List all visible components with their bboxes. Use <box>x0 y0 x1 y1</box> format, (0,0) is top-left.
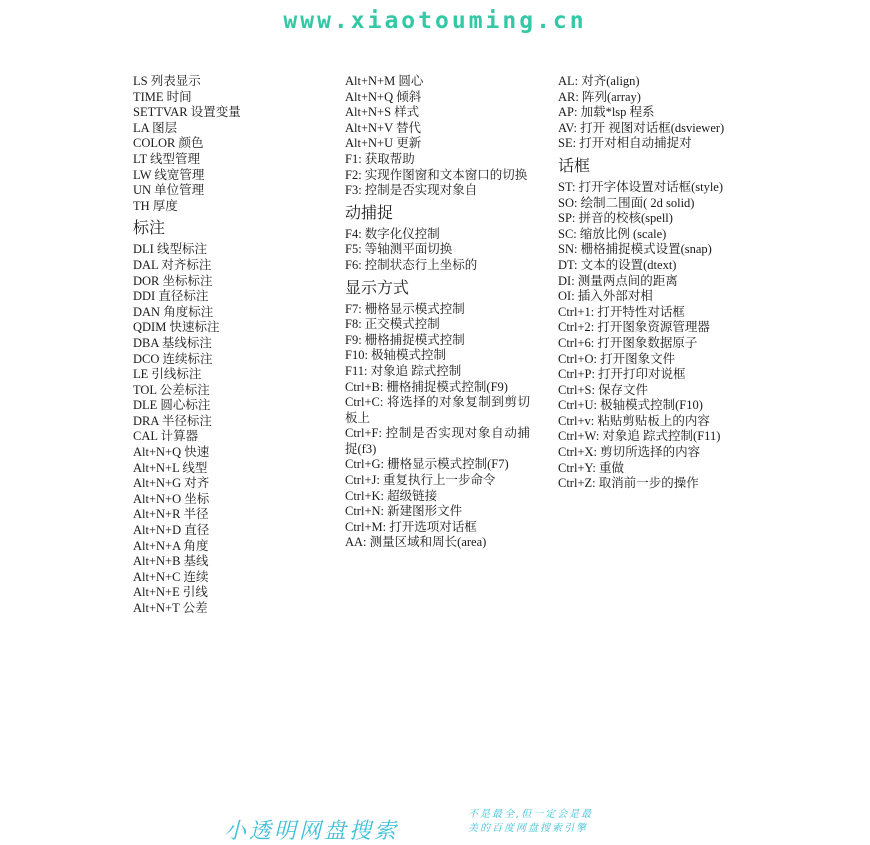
shortcut-entry: DRA 半径标注 <box>133 413 212 428</box>
shortcut-entry: F4: 数字化仪控制 <box>345 226 440 241</box>
shortcut-entry: LS 列表显示 <box>133 74 201 88</box>
shortcut-entry: SO: 绘制二围面( 2d solid) <box>558 195 695 210</box>
shortcut-entry: Alt+N+O 坐标 <box>133 491 210 506</box>
shortcut-entry: CAL 计算器 <box>133 429 199 444</box>
shortcut-entry: F2: 实现作图窗和文本窗口的切换 <box>345 167 528 182</box>
shortcut-entry: LE 引线标注 <box>133 367 202 382</box>
shortcut-entry: Ctrl+X: 剪切所选择的内容 <box>558 445 701 460</box>
shortcut-entry: OI: 插入外部对相 <box>558 289 653 304</box>
shortcut-entry: Alt+N+B 基线 <box>133 554 209 569</box>
shortcut-entry: DOR 坐标标注 <box>133 273 213 288</box>
shortcut-entry: F7: 栅格显示模式控制 <box>345 301 465 316</box>
shortcut-entry: TH 厚度 <box>133 198 178 213</box>
shortcut-entry: Ctrl+N: 新建图形文件 <box>345 504 463 519</box>
shortcut-entry: Ctrl+K: 超级链接 <box>345 488 438 503</box>
shortcut-entry: Ctrl+J: 重复执行上一步命令 <box>345 473 496 488</box>
shortcut-entry: Ctrl+M: 打开选项对话框 <box>345 519 477 534</box>
shortcut-entry: SN: 栅格捕捉模式设置(snap) <box>558 242 712 257</box>
shortcut-entry: AP: 加载*lsp 程系 <box>558 105 655 120</box>
footer-brand: 小透明网盘搜索 <box>224 819 400 844</box>
shortcut-entry: Alt+N+G 对齐 <box>133 476 210 491</box>
shortcut-entry: Alt+N+M 圆心 <box>345 74 424 88</box>
shortcut-entry: DAL 对齐标注 <box>133 257 212 272</box>
shortcut-entry: DBA 基线标注 <box>133 335 212 350</box>
shortcut-entry: F5: 等轴测平面切换 <box>345 242 453 257</box>
shortcut-entry: AV: 打开 视图对话框(dsviewer) <box>558 120 725 135</box>
shortcut-entry: F8: 正交模式控制 <box>345 317 440 332</box>
shortcut-entry: AR: 阵列(array) <box>558 89 641 104</box>
shortcut-entry: Ctrl+C: 将选择的对象复制到剪切板上 <box>345 395 530 425</box>
shortcut-entry: F3: 控制是否实现对象自 <box>345 183 478 198</box>
shortcut-entry: UN 单位管理 <box>133 183 205 198</box>
shortcut-entry: QDIM 快速标注 <box>133 320 220 335</box>
shortcut-entry: LW 线宽管理 <box>133 167 205 182</box>
shortcut-entry: LA 图层 <box>133 120 178 135</box>
shortcut-entry: TIME 时间 <box>133 89 192 104</box>
shortcut-entry: DLE 圆心标注 <box>133 398 211 413</box>
shortcut-entry: Alt+N+D 直径 <box>133 523 210 538</box>
shortcut-entry: Ctrl+S: 保存文件 <box>558 382 649 397</box>
column-1 <box>133 74 333 617</box>
shortcut-entry: DI: 测量两点间的距离 <box>558 273 678 288</box>
shortcut-entry: Alt+N+A 角度 <box>133 538 209 553</box>
shortcut-entry: AA: 测量区域和周长(area) <box>345 535 487 550</box>
shortcut-entry: F9: 栅格捕捉模式控制 <box>345 332 465 347</box>
shortcut-entry: Ctrl+F: 控制是否实现对象自动捕捉(f3) <box>345 426 530 456</box>
shortcut-entry: Alt+N+E 引线 <box>133 585 208 600</box>
shortcut-entry: DAN 角度标注 <box>133 304 214 319</box>
shortcut-entry: F6: 控制状态行上坐标的 <box>345 257 478 272</box>
shortcut-entry: Ctrl+Y: 重做 <box>558 460 624 475</box>
section-heading: 标注 <box>133 220 166 238</box>
shortcut-entry: Alt+N+Q 快速 <box>133 445 210 460</box>
section-heading: 话框 <box>558 157 591 175</box>
shortcut-entry: Ctrl+2: 打开图象资源管理器 <box>558 320 710 335</box>
shortcut-entry: SC: 缩放比例 (scale) <box>558 226 667 241</box>
site-watermark: www.xiaotouming.cn <box>283 8 587 34</box>
footer-slogan-line-1: 不是最全,但一定会是最 <box>468 809 594 820</box>
shortcut-entry: Alt+N+T 公差 <box>133 601 208 615</box>
shortcut-entry: Alt+N+V 替代 <box>345 120 422 135</box>
shortcut-entry: Ctrl+1: 打开特性对话框 <box>558 304 685 319</box>
shortcut-entry: Alt+N+U 更新 <box>345 136 422 151</box>
column-3 <box>558 74 743 492</box>
shortcut-entry: SETTVAR 设置变量 <box>133 105 241 120</box>
footer-slogan <box>468 808 593 836</box>
shortcut-entry: F11: 对象追 踪式控制 <box>345 363 462 378</box>
shortcut-entry: Ctrl+U: 极轴模式控制(F10) <box>558 398 703 413</box>
shortcut-entry: F10: 极轴模式控制 <box>345 348 447 363</box>
shortcut-entry: COLOR 颜色 <box>133 136 204 151</box>
shortcut-entry: Ctrl+6: 打开图象数据原子 <box>558 335 698 350</box>
shortcut-entry: ST: 打开字体设置对话框(style) <box>558 179 723 194</box>
shortcut-entry: SE: 打开对相自动捕捉对 <box>558 136 692 151</box>
shortcut-entry: AL: 对齐(align) <box>558 74 640 88</box>
shortcut-entry: Alt+N+Q 倾斜 <box>345 89 422 104</box>
shortcut-entry: DCO 连续标注 <box>133 351 213 366</box>
shortcut-entry: F1: 获取帮助 <box>345 151 415 166</box>
shortcut-entry: DT: 文本的设置(dtext) <box>558 257 677 272</box>
column-2 <box>345 74 530 551</box>
shortcut-entry: Alt+N+L 线型 <box>133 460 208 475</box>
section-heading: 显示方式 <box>345 279 410 297</box>
shortcut-entry: Alt+N+C 连续 <box>133 569 209 584</box>
shortcut-entry: Ctrl+v: 粘贴剪贴板上的内容 <box>558 413 710 428</box>
shortcut-entry: Ctrl+W: 对象追 踪式控制(F11) <box>558 429 721 444</box>
section-heading: 动捕捉 <box>345 204 394 222</box>
shortcut-entry: Ctrl+Z: 取消前一步的操作 <box>558 476 699 491</box>
shortcut-entry: DDI 直径标注 <box>133 289 209 304</box>
shortcut-entry: TOL 公差标注 <box>133 382 210 397</box>
shortcut-entry: LT 线型管理 <box>133 151 201 166</box>
footer-slogan-line-2: 美的百度网盘搜索引擎 <box>468 823 588 834</box>
shortcut-entry: Alt+N+S 样式 <box>345 105 420 120</box>
shortcut-entry: SP: 拼音的校核(spell) <box>558 211 673 226</box>
shortcut-entry: Ctrl+B: 栅格捕捉模式控制(F9) <box>345 379 508 394</box>
shortcut-entry: DLI 线型标注 <box>133 242 207 257</box>
shortcut-entry: Ctrl+O: 打开图象文件 <box>558 351 676 366</box>
shortcut-entry: Ctrl+P: 打开打印对说框 <box>558 367 686 382</box>
shortcut-entry: Ctrl+G: 栅格显示模式控制(F7) <box>345 457 509 472</box>
shortcut-entry: Alt+N+R 半径 <box>133 507 209 522</box>
